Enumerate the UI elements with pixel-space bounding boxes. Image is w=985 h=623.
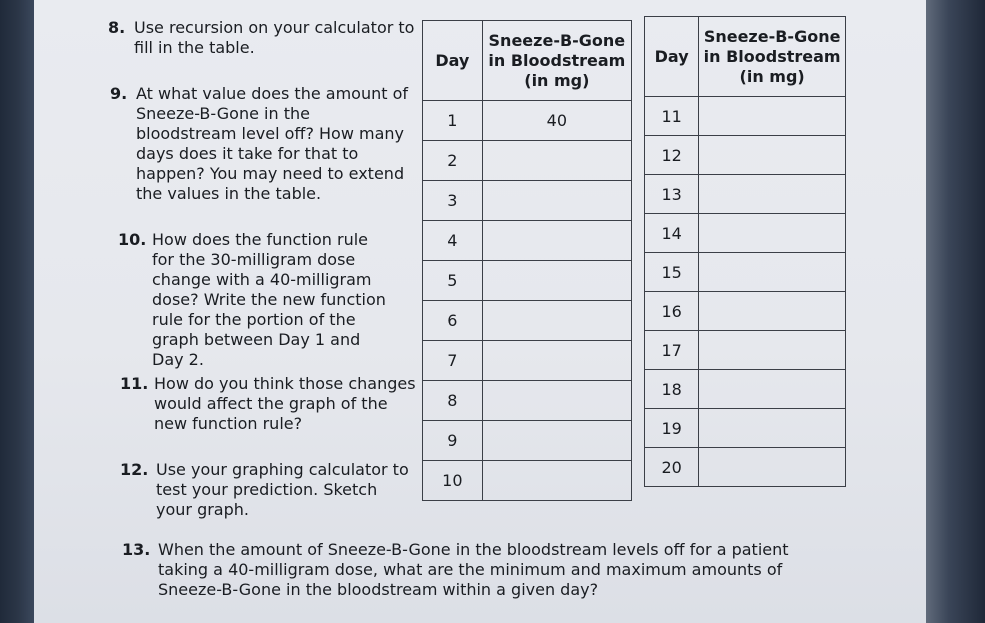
data-table-days-11-20: [644, 16, 846, 487]
question-text: How does the function rule for the 30-milligram dose change with a 40-milligram dose? Write the new function rule for the portion of the graph between Day 1 and Day 2.: [152, 230, 386, 369]
day-cell: 8: [423, 381, 483, 421]
amount-cell[interactable]: [699, 370, 846, 409]
amount-cell[interactable]: [482, 461, 631, 501]
day-cell: 9: [423, 421, 483, 461]
amount-cell[interactable]: [482, 141, 631, 181]
question-number: 9.: [110, 84, 128, 103]
amount-cell[interactable]: 40: [482, 101, 631, 141]
amount-cell[interactable]: [482, 221, 631, 261]
question-number: 13.: [122, 540, 151, 559]
question-text: When the amount of Sneeze-B-Gone in the bloodstream levels off for a patient taking a 40-milligram dose, what are the minimum and maximum amounts of Sneeze-B-Gone in the bloodstream within a given day?: [158, 540, 789, 599]
amount-cell[interactable]: [482, 301, 631, 341]
amount-cell[interactable]: [482, 181, 631, 221]
day-cell: 4: [423, 221, 483, 261]
question-text: Use your graphing calculator to test your prediction. Sketch your graph.: [156, 460, 409, 519]
question-number: 11.: [120, 374, 149, 393]
day-cell: 16: [645, 292, 699, 331]
amount-cell[interactable]: [699, 253, 846, 292]
question-text: At what value does the amount of Sneeze-B-Gone in the bloodstream level off? How many days does it take for that to happen? You may need to extend the values in the table.: [136, 84, 408, 203]
question-number: 8.: [108, 18, 126, 37]
day-cell: 5: [423, 261, 483, 301]
day-cell: 7: [423, 341, 483, 381]
amount-column-header: Sneeze-B-Gone in Bloodstream (in mg): [699, 17, 846, 97]
day-cell: 12: [645, 136, 699, 175]
day-cell: 14: [645, 214, 699, 253]
amount-cell[interactable]: [699, 331, 846, 370]
day-cell: 15: [645, 253, 699, 292]
question-text: Use recursion on your calculator to fill in the table.: [134, 18, 415, 57]
day-cell: 6: [423, 301, 483, 341]
day-cell: 11: [645, 97, 699, 136]
day-cell: 3: [423, 181, 483, 221]
amount-cell[interactable]: [699, 448, 846, 487]
day-cell: 18: [645, 370, 699, 409]
question-number: 10.: [118, 230, 147, 249]
amount-cell[interactable]: [482, 381, 631, 421]
day-cell: 17: [645, 331, 699, 370]
amount-cell[interactable]: [699, 136, 846, 175]
day-cell: 20: [645, 448, 699, 487]
day-cell: 10: [423, 461, 483, 501]
day-cell: 13: [645, 175, 699, 214]
background-left: [0, 0, 36, 623]
amount-cell[interactable]: [699, 97, 846, 136]
data-table-days-1-10: [422, 20, 632, 501]
question-number: 12.: [120, 460, 149, 479]
day-cell: 2: [423, 141, 483, 181]
question-text: How do you think those changes would affect the graph of the new function rule?: [154, 374, 416, 433]
day-column-header: Day: [645, 17, 699, 97]
amount-cell[interactable]: [482, 341, 631, 381]
amount-column-header: Sneeze-B-Gone in Bloodstream (in mg): [482, 21, 631, 101]
amount-cell[interactable]: [482, 421, 631, 461]
amount-cell[interactable]: [699, 292, 846, 331]
amount-cell[interactable]: [699, 214, 846, 253]
worksheet-page: [34, 0, 926, 623]
day-column-header: Day: [423, 21, 483, 101]
amount-cell[interactable]: [482, 261, 631, 301]
day-cell: 19: [645, 409, 699, 448]
amount-cell[interactable]: [699, 175, 846, 214]
day-cell: 1: [423, 101, 483, 141]
amount-cell[interactable]: [699, 409, 846, 448]
background-right: [919, 0, 985, 623]
